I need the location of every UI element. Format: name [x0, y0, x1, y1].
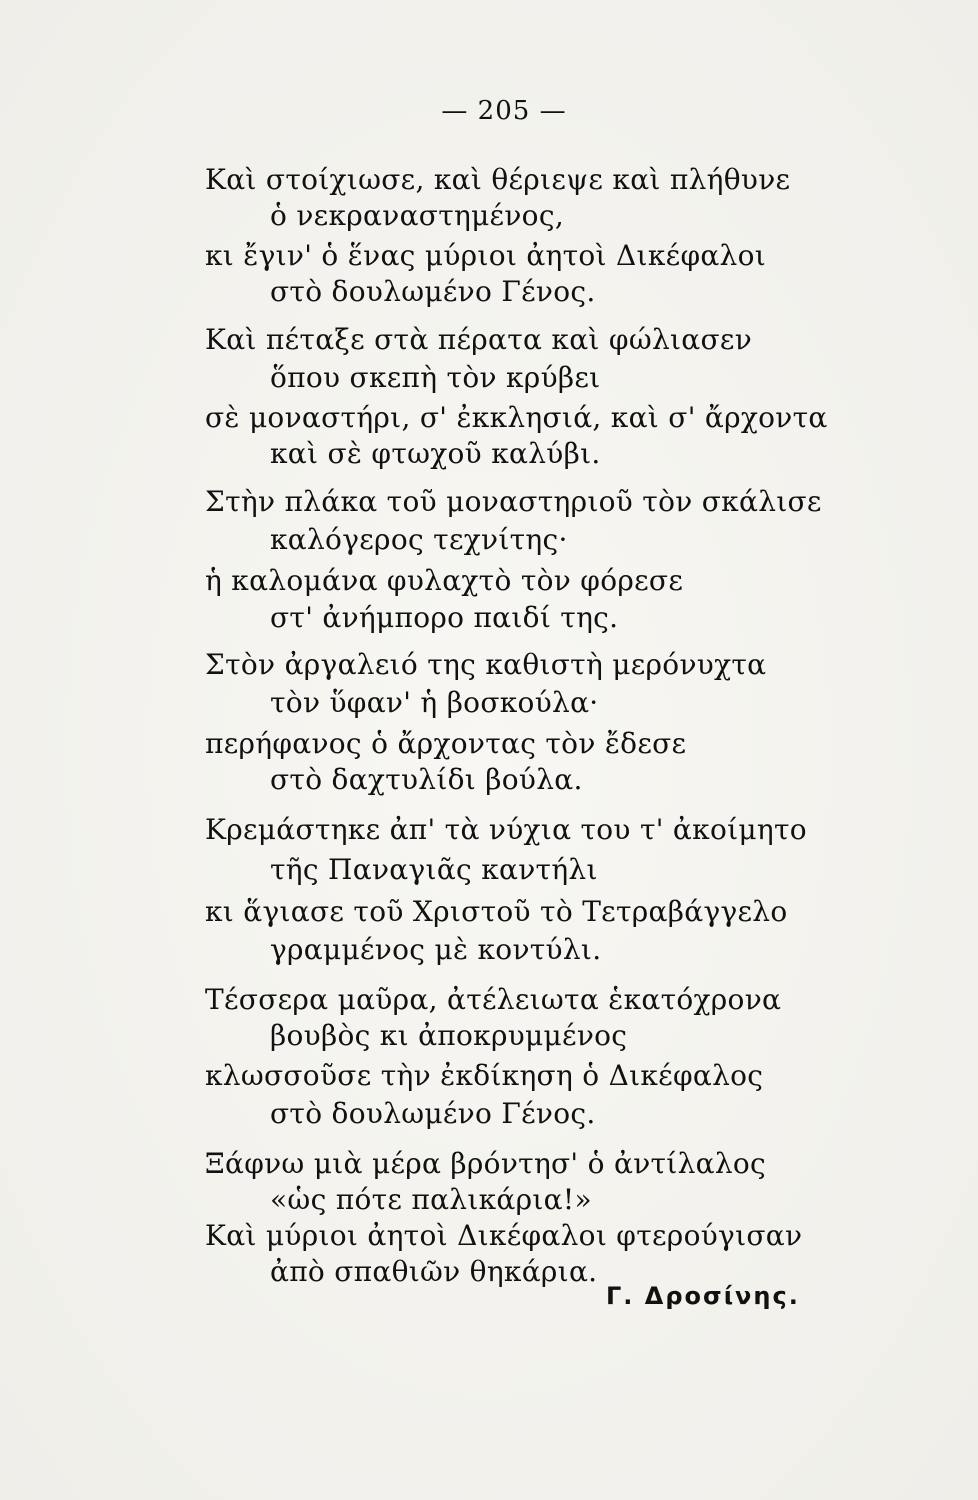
verse-line: στὸ δουλωμένο Γένος. — [270, 275, 596, 308]
verse-line: ἡ καλομάνα φυλαχτὸ τὸν φόρεσε — [205, 564, 684, 597]
verse-line: Καὶ στοίχιωσε, καὶ θέριεψε καὶ πλήθυνε — [205, 163, 791, 196]
verse-line: σὲ μοναστήρι, σ' ἐκκλησιά, καὶ σ' ἄρχοντα — [205, 401, 828, 434]
verse-line: κλωσσοῦσε τὴν ἐκδίκηση ὁ Δικέφαλος — [205, 1059, 764, 1092]
verse-line: καὶ σὲ φτωχοῦ καλύβι. — [270, 437, 601, 470]
verse-line: περήφανος ὁ ἄρχοντας τὸν ἔδεσε — [205, 727, 687, 760]
verse-line: βουβὸς κι ἀποκρυμμένος — [270, 1019, 628, 1052]
verse-line: γραμμένος μὲ κοντύλι. — [270, 933, 602, 966]
verse-line: «ὡς πότε παλικάρια!» — [270, 1183, 592, 1216]
verse-line: στ' ἀνήμπορο παιδί της. — [270, 601, 619, 634]
page-number: — 205 — — [441, 96, 567, 126]
verse-line: ὅπου σκεπὴ τὸν κρύβει — [270, 361, 601, 394]
author-signature: Γ. Δροσίνης. — [606, 1282, 800, 1310]
verse-line: κι ἔγιν' ὁ ἕνας μύριοι ἀητοὶ Δικέφαλοι — [205, 239, 767, 272]
verse-line: στὸ δαχτυλίδι βούλα. — [270, 763, 583, 796]
verse-line: Καὶ μύριοι ἀητοὶ Δικέφαλοι φτερούγισαν — [205, 1219, 803, 1252]
verse-line: τῆς Παναγιᾶς καντήλι — [270, 853, 598, 886]
verse-line: κι ἅγιασε τοῦ Χριστοῦ τὸ Τετραβάγγελο — [205, 895, 788, 928]
verse-line: καλόγερος τεχνίτης· — [270, 523, 568, 556]
verse-line: τὸν ὕφαν' ἡ βοσκούλα· — [270, 686, 599, 719]
verse-line: Τέσσερα μαῦρα, ἀτέλειωτα ἑκατόχρονα — [205, 983, 782, 1016]
verse-line: Στὴν πλάκα τοῦ μοναστηριοῦ τὸν σκάλισε — [205, 485, 822, 518]
verse-line: Στὸν ἀργαλειό της καθιστὴ μερόνυχτα — [205, 648, 767, 681]
verse-line: Κρεμάστηκε ἀπ' τὰ νύχια του τ' ἀκοίμητο — [205, 813, 807, 846]
verse-line: Ξάφνω μιὰ μέρα βρόντησ' ὁ ἀντίλαλος — [205, 1147, 767, 1180]
verse-line: ὁ νεκραναστημένος, — [270, 199, 565, 232]
verse-line: Καὶ πέταξε στὰ πέρατα καὶ φώλιασεν — [205, 323, 753, 356]
verse-line: στὸ δουλωμένο Γένος. — [270, 1097, 596, 1130]
verse-line: ἀπὸ σπαθιῶν θηκάρια. — [270, 1255, 598, 1288]
